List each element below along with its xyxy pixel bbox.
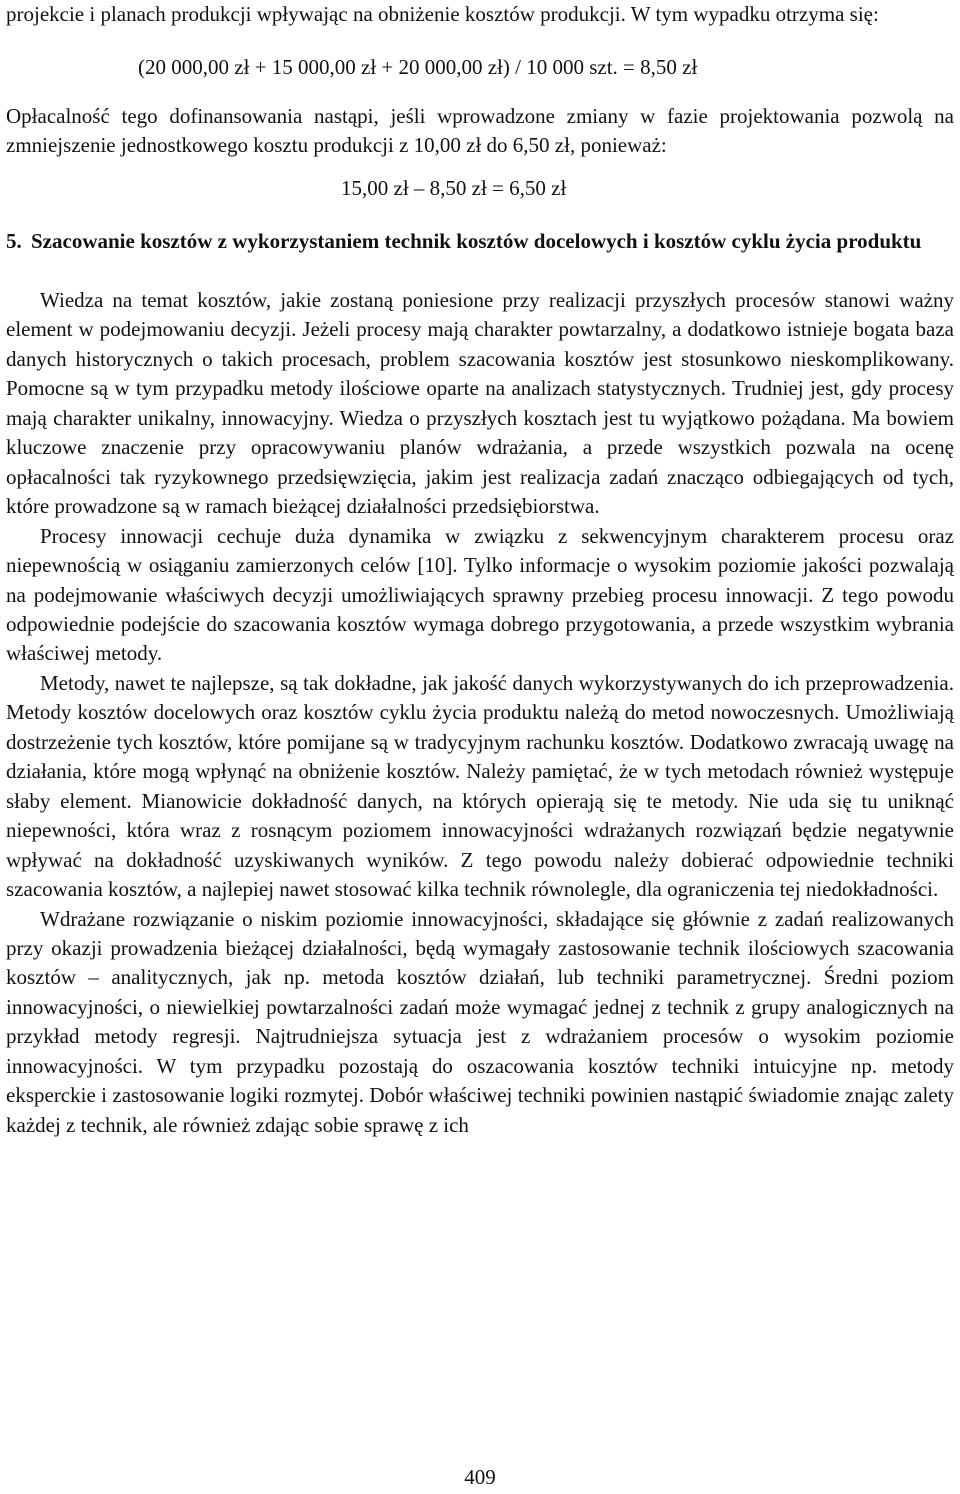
section-title: Szacowanie kosztów z wykorzystaniem technik kosztów docelowych i kosztów cyklu życia produktu (31, 229, 922, 254)
formula-unit-cost: (20 000,00 zł + 15 000,00 zł + 20 000,00 zł) / 10 000 szt. = 8,50 zł (138, 55, 698, 80)
paragraph-3: Metody, nawet te najlepsze, są tak dokładne, jak jakość danych wykorzystywanych do ich przeprowadzenia. Metody kosztów docelowych oraz kosztów cyklu życia produktu należą do metod nowoczesnych. Umożliwiają dostrzeżenie tych kosztów, które pomijane są w tradycyjnym rachunku kosztów. Dodatkowo zwracają uwagę na działania, które mogą wpłynąć na obniżenie kosztów. Należy pamiętać, że w tych metodach również występuje słaby element. Mianowicie dokładność danych, na których opierają się te metody. Nie uda się tu uniknąć niepewności, która wraz z rosnącym poziomem innowacyjności wdrażanych rozwiązań będzie negatywnie wpływać na dokładność uzyskiwanych wyników. Z tego powodu należy dobierać odpowiednie techniki szacowania kosztów, a najlepiej nawet stosować kilka technik równolegle, dla ograniczenia tej niedokładności. (6, 670, 954, 902)
document-page (6, 0, 954, 1140)
page-number: 409 (464, 1465, 496, 1489)
paragraph-2: Procesy innowacji cechuje duża dynamika w związku z sekwencyjnym charakterem procesu oraz niepewnością w osiąganiu zamierzonych celów [10]. Tylko informacje o wysokim poziomie jakości pozwalają na podejmowanie właściwych decyzji umożliwiających sprawny przebieg procesu innowacji. Z tego powodu odpowiednie podejście do szacowania kosztów wymaga dobrego przygotowania, a przede wszystkim wybrania właściwej metody. (6, 523, 954, 666)
intro-text: projekcie i planach produkcji wpływając na obniżenie kosztów produkcji. W tym wypadku otrzyma się: (6, 2, 879, 26)
formula-savings: 15,00 zł – 8,50 zł = 6,50 zł (341, 175, 567, 200)
paragraph-4: Wdrażane rozwiązanie o niskim poziomie innowacyjności, składające się głównie z zadań realizowanych przy okazji prowadzenia bieżącej działalności, będą wymagały zastosowanie technik ilościowych szacowania kosztów – analitycznych, jak np. metoda kosztów działań, lub techniki parametrycznej. Średni poziom innowacyjności, o niewielkiej powtarzalności zadań może wymagać jednej z technik z grupy analogicznych na przykład metody regresji. Najtrudniejsza sytuacja jest z wdrażaniem procesów o wysokim poziomie innowacyjności. W tym przypadku pozostają do oszacowania kosztów techniki intuicyjne np. metody eksperckie i zastosowanie logiki rozmytej. Dobór właściwej techniki powinien nastąpić świadomie znając zalety każdej z technik, ale również zdając sobie sprawę z ich (6, 906, 954, 1137)
paragraph-1: Wiedza na temat kosztów, jakie zostaną poniesione przy realizacji przyszłych procesów stanowi ważny element w podejmowaniu decyzji. Jeżeli procesy mają charakter powtarzalny, a dodatkowo istnieje bogata baza danych historycznych o takich procesach, problem szacowania kosztów jest stosunkowo nieskomplikowany. Pomocne są w tym przypadku metody ilościowe oparte na analizach statystycznych. Trudniej jest, gdy procesy mają charakter unikalny, innowacyjny. Wiedza o przyszłych kosztach jest tu wyjątkowo pożądana. Ma bowiem kluczowe znaczenie przy opracowywaniu planów wdrażania, a przede wszystkich pozwala na ocenę opłacalności tak ryzykownego przedsięwzięcia, jakim jest realizacja zadań znacząco odbiegających od tych, które prowadzone są w ramach bieżącej działalności przedsiębiorstwa. (6, 288, 954, 519)
paragraph-profitability: Opłacalność tego dofinansowania nastąpi, jeśli wprowadzone zmiany w fazie projektowania pozwolą na zmniejszenie jednostkowego kosztu produkcji z 10,00 zł do 6,50 zł, ponieważ: (6, 103, 954, 158)
section-heading (6, 227, 954, 256)
section-number: 5. (6, 229, 22, 254)
